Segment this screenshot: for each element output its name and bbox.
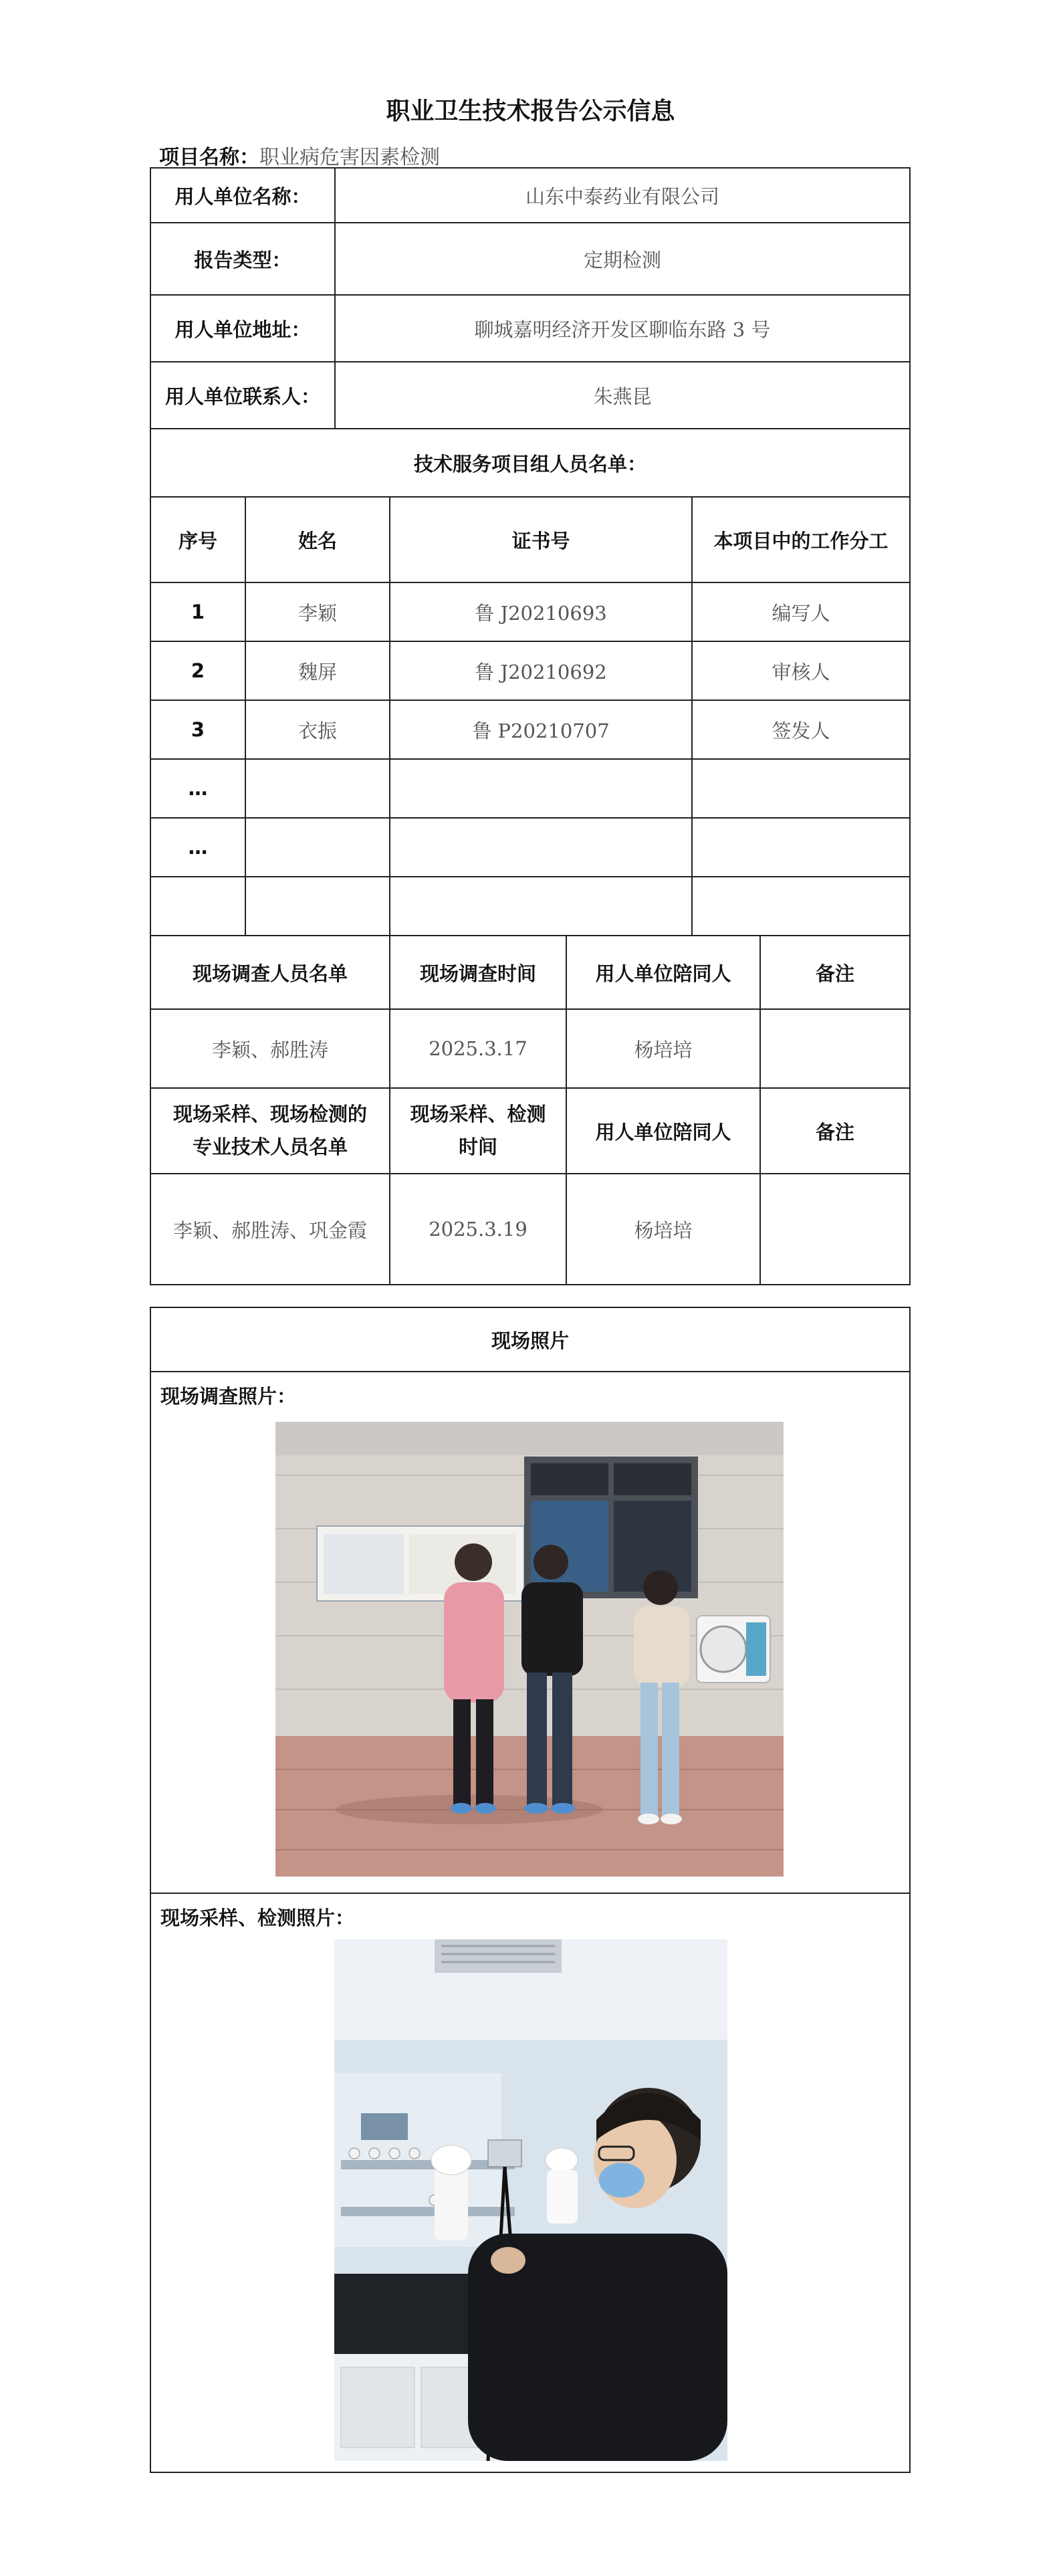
survey-photo-image xyxy=(275,1422,784,1876)
survey-escort: 杨培培 xyxy=(566,1009,760,1088)
info-value: 定期检测 xyxy=(335,223,910,295)
sampling-time: 2025.3.19 xyxy=(390,1174,566,1285)
row-role: 编写人 xyxy=(692,582,910,641)
info-value: 山东中泰药业有限公司 xyxy=(335,168,910,223)
row-name: 魏屏 xyxy=(245,641,390,700)
info-row xyxy=(150,168,910,223)
info-label: 用人单位地址： xyxy=(150,295,335,362)
sampling-names-header-line2: 专业技术人员名单 xyxy=(192,1136,348,1158)
sampling-time-header xyxy=(390,1088,566,1174)
survey-time: 2025.3.17 xyxy=(390,1009,566,1088)
row-name: 衣振 xyxy=(245,700,390,759)
sampling-escort: 杨培培 xyxy=(566,1174,760,1285)
table-row xyxy=(150,877,910,936)
row-cert xyxy=(390,877,692,936)
info-row xyxy=(150,362,910,429)
row-no: 2 xyxy=(150,641,245,700)
document-title: 职业卫生技术报告公示信息 xyxy=(386,98,675,125)
sampling-escort-header: 用人单位陪同人 xyxy=(566,1088,760,1174)
project-line xyxy=(159,140,440,170)
row-cert xyxy=(390,818,692,877)
info-row xyxy=(150,223,910,295)
info-label: 用人单位名称： xyxy=(150,168,335,223)
col-header-name: 姓名 xyxy=(245,497,390,582)
survey-value-row xyxy=(150,1009,910,1088)
row-name xyxy=(245,759,390,818)
team-table xyxy=(150,496,911,936)
info-label: 报告类型： xyxy=(150,223,335,295)
row-name xyxy=(245,877,390,936)
table-row xyxy=(150,582,910,641)
info-value: 聊城嘉明经济开发区聊临东路 3 号 xyxy=(335,295,910,362)
info-value: 朱燕昆 xyxy=(335,362,910,429)
row-role: 签发人 xyxy=(692,700,910,759)
sampling-header-row xyxy=(150,1088,910,1174)
row-role xyxy=(692,759,910,818)
team-header-row xyxy=(150,497,910,582)
row-cert: 鲁 J20210692 xyxy=(390,641,692,700)
sampling-value-row xyxy=(150,1174,910,1285)
table-row xyxy=(150,641,910,700)
project-label: 项目名称： xyxy=(159,146,259,169)
row-cert: 鲁 P20210707 xyxy=(390,700,692,759)
row-cert xyxy=(390,759,692,818)
sampling-note-header: 备注 xyxy=(760,1088,910,1174)
col-header-cert: 证书号 xyxy=(390,497,692,582)
survey-header-row xyxy=(150,936,910,1009)
col-header-role: 本项目中的工作分工 xyxy=(692,497,910,582)
table-row xyxy=(150,759,910,818)
survey-photo-caption: 现场调查照片： xyxy=(150,1372,910,1893)
sampling-names: 李颖、郝胜涛、巩金霞 xyxy=(150,1174,390,1285)
sampling-names-header xyxy=(150,1088,390,1174)
team-heading: 技术服务项目组人员名单： xyxy=(150,429,910,497)
team-heading-row xyxy=(150,429,910,497)
sampling-photo-image xyxy=(334,1939,727,2461)
photos-heading-row xyxy=(150,1307,910,1372)
survey-escort-header: 用人单位陪同人 xyxy=(566,936,760,1009)
row-no: … xyxy=(150,818,245,877)
row-no: 1 xyxy=(150,582,245,641)
info-table xyxy=(150,167,911,498)
sampling-names-header-line1: 现场采样、现场检测的 xyxy=(172,1102,367,1125)
project-value: 职业病危害因素检测 xyxy=(259,146,440,169)
table-row xyxy=(150,818,910,877)
info-label: 用人单位联系人： xyxy=(150,362,335,429)
row-role xyxy=(692,877,910,936)
survey-time-header: 现场调查时间 xyxy=(390,936,566,1009)
survey-names: 李颖、郝胜涛 xyxy=(150,1009,390,1088)
survey-names-header: 现场调查人员名单 xyxy=(150,936,390,1009)
row-no: 3 xyxy=(150,700,245,759)
row-cert: 鲁 J20210693 xyxy=(390,582,692,641)
row-role xyxy=(692,818,910,877)
row-name xyxy=(245,818,390,877)
sampling-photo-caption: 现场采样、检测照片： xyxy=(150,1893,910,2472)
survey-photo xyxy=(275,1422,784,1876)
sampling-photo xyxy=(334,1939,727,2461)
photos-heading: 现场照片 xyxy=(150,1307,910,1372)
col-header-no: 序号 xyxy=(150,497,245,582)
survey-table xyxy=(150,935,911,1285)
sampling-note xyxy=(760,1174,910,1285)
sampling-time-header-line1: 现场采样、检测 xyxy=(410,1102,546,1125)
row-name: 李颖 xyxy=(245,582,390,641)
table-row xyxy=(150,700,910,759)
row-no xyxy=(150,877,245,936)
survey-note xyxy=(760,1009,910,1088)
info-row xyxy=(150,295,910,362)
sampling-time-header-line2: 时间 xyxy=(458,1136,497,1158)
row-role: 审核人 xyxy=(692,641,910,700)
survey-note-header: 备注 xyxy=(760,936,910,1009)
row-no: … xyxy=(150,759,245,818)
